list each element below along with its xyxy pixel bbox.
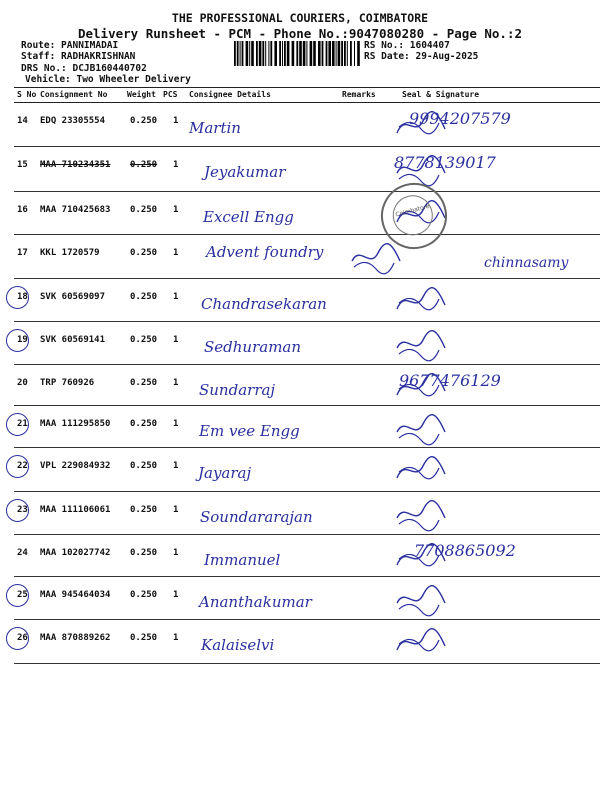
- consignee-name: Em vee Engg: [199, 422, 300, 440]
- consignment-number: MAA 111106061: [40, 505, 111, 515]
- table-row: [14, 235, 600, 279]
- barcode-bar: [292, 41, 295, 66]
- signature-text: 9994207579: [409, 109, 511, 128]
- consignment-number: MAA 945464034: [40, 590, 111, 600]
- pcs-value: 1: [173, 548, 179, 558]
- weight-value: 0.250: [130, 505, 158, 515]
- consignee-name: Chandrasekaran: [201, 295, 327, 313]
- consignee-name: Martin: [189, 119, 241, 137]
- barcode-bar: [234, 41, 236, 66]
- serial-number: 21: [17, 419, 28, 429]
- barcode-bar: [328, 41, 331, 66]
- barcode-bar: [332, 41, 335, 66]
- barcode-bar: [344, 41, 346, 66]
- signature-text: 9677476129: [399, 371, 501, 390]
- consignment-number: MAA 710425683: [40, 205, 111, 215]
- weight-value: 0.250: [130, 633, 158, 643]
- pcs-value: 1: [173, 335, 179, 345]
- pcs-value: 1: [173, 633, 179, 643]
- consignee-name: Soundararajan: [200, 508, 313, 526]
- company-seal: Coimbatore: [374, 176, 455, 257]
- signature-scribble: [389, 452, 459, 486]
- signature-text: 7708865092: [414, 541, 516, 560]
- consignee-name: Kalaiselvi: [201, 636, 275, 654]
- barcode-bar: [265, 41, 266, 66]
- barcode-bar: [240, 41, 241, 66]
- consignee-name: Advent foundry: [206, 243, 324, 261]
- barcode-bar: [282, 41, 283, 66]
- pcs-value: 1: [173, 116, 179, 126]
- serial-number: 20: [17, 378, 28, 388]
- serial-number: 26: [17, 633, 28, 643]
- barcode-bar: [259, 41, 262, 66]
- barcode-bar: [242, 41, 244, 66]
- col-seal: Seal & Signature: [402, 90, 480, 99]
- barcode-bar: [274, 41, 277, 66]
- consignment-number: KKL 1720579: [40, 248, 100, 258]
- pcs-value: 1: [173, 205, 179, 215]
- col-sno: S No: [17, 90, 37, 99]
- table-row: [14, 279, 600, 322]
- pcs-value: 1: [173, 461, 179, 471]
- consignment-number: TRP 760926: [40, 378, 95, 388]
- table-row: [14, 192, 600, 235]
- weight-value: 0.250: [130, 292, 158, 302]
- barcode-bar: [279, 41, 281, 66]
- barcode-bar: [306, 41, 307, 66]
- barcode-bar: [284, 41, 286, 66]
- route-label: Route: PANNIMADAI: [21, 40, 119, 51]
- barcode-bar: [341, 41, 343, 66]
- consignment-number: MAA 111295850: [40, 419, 111, 429]
- signature-scribble: [389, 326, 459, 360]
- signature-scribble: [389, 283, 459, 317]
- serial-number: 25: [17, 590, 28, 600]
- weight-value: 0.250: [130, 116, 158, 126]
- vehicle-label: Vehicle: Two Wheeler Delivery: [25, 74, 191, 85]
- serial-number: 23: [17, 505, 28, 515]
- consignee-name: Jeyakumar: [204, 163, 286, 181]
- barcode-bar: [251, 41, 254, 66]
- pcs-value: 1: [173, 419, 179, 429]
- staff-label: Staff: RADHAKRISHNAN: [21, 51, 136, 62]
- barcode-bar: [303, 41, 306, 66]
- weight-value: 0.250: [130, 590, 158, 600]
- consignee-name: Excell Engg: [203, 208, 294, 226]
- consignee-name: Immanuel: [204, 551, 281, 569]
- signature-scribble: [389, 539, 459, 573]
- pcs-value: 1: [173, 378, 179, 388]
- weight-value: 0.250: [130, 160, 158, 170]
- barcode-bar: [313, 41, 316, 66]
- pcs-value: 1: [173, 160, 179, 170]
- consignment-number: MAA 710234351: [40, 160, 111, 170]
- barcode-bar: [336, 41, 337, 66]
- barcode-bar: [357, 41, 360, 66]
- runsheet-title: Delivery Runsheet - PCM - Phone No.:9047080280 - Page No.:2: [77, 26, 522, 41]
- table-row: [14, 147, 600, 192]
- serial-number: 16: [17, 205, 28, 215]
- barcode-bar: [262, 41, 264, 66]
- barcode-bar: [350, 41, 352, 66]
- barcode-bar: [318, 41, 321, 66]
- consignee-name: Sundarraj: [199, 381, 276, 399]
- signature-scribble: [389, 624, 459, 658]
- consignee-name: Sedhuraman: [204, 338, 302, 356]
- consignment-number: VPL 229084932: [40, 461, 111, 471]
- weight-value: 0.250: [130, 461, 158, 471]
- col-remarks: Remarks: [342, 90, 376, 99]
- signature-text: chinnasamy: [484, 255, 569, 271]
- barcode-bar: [287, 41, 290, 66]
- consignee-name: Ananthakumar: [199, 593, 312, 611]
- table-row: [14, 406, 600, 448]
- barcode-bar: [296, 41, 298, 66]
- signature-scribble: [389, 410, 459, 444]
- rs-no-label: RS No.: 1604407: [364, 40, 450, 51]
- serial-number: 24: [17, 548, 28, 558]
- barcode-bar: [237, 41, 239, 66]
- col-pcs: PCS: [163, 90, 178, 99]
- pcs-value: 1: [173, 248, 179, 258]
- serial-number: 19: [17, 335, 28, 345]
- runsheet-table: [14, 87, 600, 664]
- signature-text: 8778139017: [394, 153, 496, 172]
- barcode-bar: [347, 41, 348, 66]
- serial-number: 18: [17, 292, 28, 302]
- consignee-name: Jayaraj: [198, 464, 252, 482]
- table-row: [14, 365, 600, 406]
- signature-scribble: [389, 581, 459, 615]
- weight-value: 0.250: [130, 248, 158, 258]
- serial-number: 15: [17, 160, 28, 170]
- barcode-bar: [338, 41, 341, 66]
- pcs-value: 1: [173, 590, 179, 600]
- weight-value: 0.250: [130, 335, 158, 345]
- barcode-bar: [249, 41, 250, 66]
- serial-number: 17: [17, 248, 28, 258]
- weight-value: 0.250: [130, 205, 158, 215]
- barcode-bar: [246, 41, 249, 66]
- col-consignee: Consignee Details: [189, 90, 271, 99]
- consignment-number: SVK 60569097: [40, 292, 106, 302]
- rs-date-label: RS Date: 29-Aug-2025: [364, 51, 479, 62]
- signature-scribble: [389, 496, 459, 530]
- table-row: [14, 492, 600, 535]
- table-row: [14, 535, 600, 577]
- col-consignment: Consignment No: [40, 90, 108, 99]
- weight-value: 0.250: [130, 548, 158, 558]
- company-title: THE PROFESSIONAL COURIERS, COIMBATORE: [171, 11, 429, 25]
- col-weight: Weight: [127, 90, 156, 99]
- barcode-bar: [268, 41, 269, 66]
- table-header: [14, 87, 600, 103]
- consignment-number: SVK 60569141: [40, 335, 106, 345]
- table-row: [14, 322, 600, 365]
- serial-number: 22: [17, 461, 28, 471]
- pcs-value: 1: [173, 505, 179, 515]
- pcs-value: 1: [173, 292, 179, 302]
- barcode-bar: [354, 41, 355, 66]
- table-row: [14, 620, 600, 664]
- consignment-number: EDQ 23305554: [40, 116, 106, 126]
- barcode-bar: [310, 41, 313, 66]
- table-row: [14, 103, 600, 147]
- barcode: [234, 41, 360, 66]
- drs-label: DRS No.: DCJB160440702: [21, 63, 147, 74]
- serial-number: 14: [17, 116, 28, 126]
- signature-scribble: [389, 107, 459, 141]
- table-body: [14, 103, 600, 664]
- barcode-bar: [256, 41, 258, 66]
- table-row: [14, 448, 600, 492]
- consignment-number: MAA 870889262: [40, 633, 111, 643]
- table-row: [14, 577, 600, 620]
- barcode-bar: [299, 41, 302, 66]
- barcode-bar: [270, 41, 272, 66]
- weight-value: 0.250: [130, 378, 158, 388]
- consignment-number: MAA 102027742: [40, 548, 111, 558]
- barcode-bar: [322, 41, 324, 66]
- signature-scribble: [389, 369, 459, 403]
- signature-scribble: [389, 151, 459, 185]
- barcode-bar: [326, 41, 328, 66]
- weight-value: 0.250: [130, 419, 158, 429]
